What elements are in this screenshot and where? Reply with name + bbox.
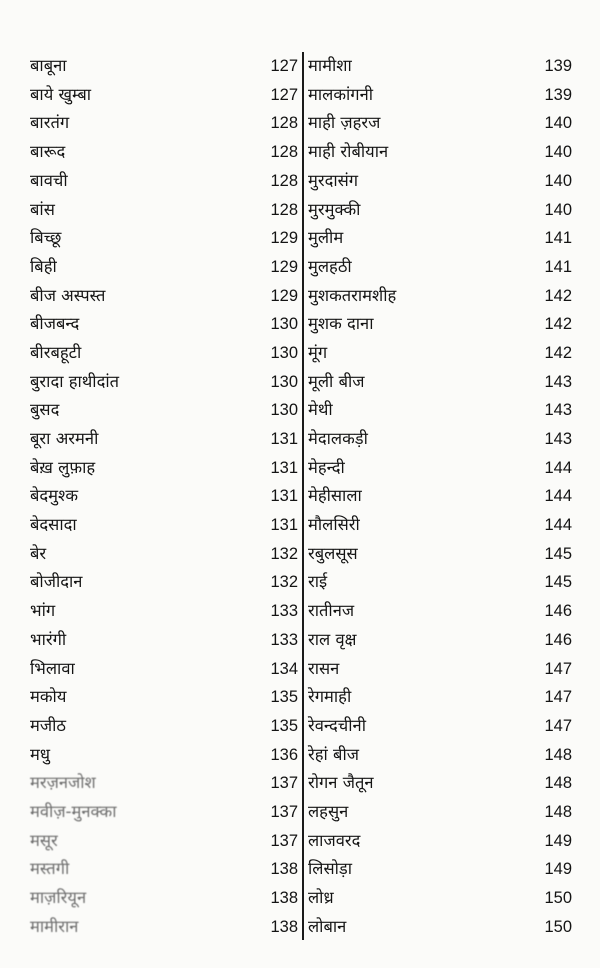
entry-term: रेवन्दचीनी xyxy=(308,715,366,735)
index-entry xyxy=(308,138,572,167)
entry-term: मेथी xyxy=(308,400,333,420)
index-entry xyxy=(308,798,572,827)
entry-page-number: 149 xyxy=(544,860,572,879)
entry-term: बीजबन्द xyxy=(30,314,80,334)
entry-term: राल वृक्ष xyxy=(308,629,357,649)
entry-term: रातीनज xyxy=(308,601,355,621)
entry-term: बाबूना xyxy=(30,56,67,76)
entry-term: बोजीदान xyxy=(30,572,83,592)
entry-term: मजीठ xyxy=(30,715,66,735)
entry-term: मामीशा xyxy=(308,56,352,76)
entry-page-number: 130 xyxy=(270,401,298,420)
index-entry xyxy=(30,482,298,511)
index-entry xyxy=(30,454,298,483)
index-entry xyxy=(308,195,572,224)
index-entry xyxy=(308,167,572,196)
entry-page-number: 144 xyxy=(544,458,572,477)
entry-page-number: 127 xyxy=(270,85,298,104)
entry-term: बीरबहूटी xyxy=(30,342,82,362)
index-entry xyxy=(308,482,572,511)
entry-page-number: 128 xyxy=(270,143,298,162)
entry-term: मुशक दाना xyxy=(308,314,374,334)
index-entry xyxy=(30,425,298,454)
entry-term: माही ज़हरज xyxy=(308,113,381,133)
entry-page-number: 140 xyxy=(544,114,572,133)
entry-page-number: 138 xyxy=(270,889,298,908)
index-entry xyxy=(30,626,298,655)
index-entry xyxy=(308,568,572,597)
entry-page-number: 147 xyxy=(544,688,572,707)
index-entry xyxy=(308,654,572,683)
entry-page-number: 144 xyxy=(544,487,572,506)
index-entry xyxy=(308,769,572,798)
entry-page-number: 145 xyxy=(544,544,572,563)
entry-term: माही रोबीयान xyxy=(308,142,389,162)
entry-page-number: 129 xyxy=(270,286,298,305)
entry-page-number: 137 xyxy=(270,831,298,850)
entry-term: मेहीसाला xyxy=(308,486,362,506)
entry-term: मामीरान xyxy=(30,916,79,936)
entry-term: मूली बीज xyxy=(308,371,365,391)
index-entry xyxy=(308,396,572,425)
entry-page-number: 129 xyxy=(270,229,298,248)
entry-term: मालकांगनी xyxy=(308,84,373,104)
entry-page-number: 147 xyxy=(544,716,572,735)
index-entry xyxy=(308,597,572,626)
index-entry xyxy=(308,253,572,282)
index-entry xyxy=(308,884,572,913)
entry-term: मुशकतरामशीह xyxy=(308,285,397,305)
index-entry xyxy=(308,81,572,110)
entry-page-number: 128 xyxy=(270,200,298,219)
entry-term: मेहन्दी xyxy=(308,457,345,477)
entry-page-number: 129 xyxy=(270,257,298,276)
entry-term: मूंग xyxy=(308,342,328,362)
entry-page-number: 148 xyxy=(544,745,572,764)
entry-term: बिही xyxy=(30,256,57,276)
entry-term: बारूद xyxy=(30,142,66,162)
entry-term: बीज अस्पस्त xyxy=(30,285,106,305)
entry-term: रोगन जैतून xyxy=(308,773,374,793)
index-entry xyxy=(30,195,298,224)
index-entry xyxy=(308,282,572,311)
index-entry xyxy=(30,798,298,827)
index-entry xyxy=(30,339,298,368)
entry-term: बूरा अरमनी xyxy=(30,429,99,449)
entry-page-number: 140 xyxy=(544,200,572,219)
entry-page-number: 128 xyxy=(270,171,298,190)
index-entry xyxy=(308,683,572,712)
index-entry xyxy=(30,540,298,569)
index-entry xyxy=(30,712,298,741)
entry-page-number: 135 xyxy=(270,688,298,707)
index-entry xyxy=(308,310,572,339)
entry-page-number: 130 xyxy=(270,315,298,334)
entry-page-number: 143 xyxy=(544,430,572,449)
index-entry xyxy=(30,52,298,81)
entry-page-number: 128 xyxy=(270,114,298,133)
entry-page-number: 142 xyxy=(544,286,572,305)
entry-term: मुरदासंग xyxy=(308,170,359,190)
entry-term: मधु xyxy=(30,744,51,764)
entry-page-number: 138 xyxy=(270,860,298,879)
entry-page-number: 135 xyxy=(270,716,298,735)
entry-page-number: 143 xyxy=(544,401,572,420)
entry-term: मुलहठी xyxy=(308,256,352,276)
entry-page-number: 148 xyxy=(544,802,572,821)
entry-page-number: 149 xyxy=(544,831,572,850)
entry-term: मरज़नजोश xyxy=(30,773,96,793)
entry-term: मसूर xyxy=(30,830,58,850)
index-entry xyxy=(308,454,572,483)
entry-term: बुसद xyxy=(30,400,60,420)
entry-page-number: 146 xyxy=(544,602,572,621)
index-entry xyxy=(308,425,572,454)
entry-page-number: 139 xyxy=(544,57,572,76)
entry-page-number: 133 xyxy=(270,602,298,621)
entry-term: लाजवरद xyxy=(308,830,361,850)
entry-page-number: 131 xyxy=(270,487,298,506)
index-entry xyxy=(30,368,298,397)
entry-page-number: 142 xyxy=(544,315,572,334)
index-entry xyxy=(308,52,572,81)
entry-term: मुरमुक्की xyxy=(308,199,361,219)
entry-page-number: 131 xyxy=(270,458,298,477)
index-entry xyxy=(30,884,298,913)
index-entry xyxy=(308,224,572,253)
entry-page-number: 138 xyxy=(270,917,298,936)
index-entry xyxy=(30,741,298,770)
entry-term: बाये खुम्बा xyxy=(30,84,92,104)
index-entry xyxy=(30,224,298,253)
entry-term: मकोय xyxy=(30,687,67,707)
index-entry xyxy=(30,511,298,540)
entry-page-number: 140 xyxy=(544,171,572,190)
entry-page-number: 136 xyxy=(270,745,298,764)
index-entry xyxy=(30,81,298,110)
entry-term: लोबान xyxy=(308,916,347,936)
index-entry xyxy=(30,282,298,311)
index-entry xyxy=(30,654,298,683)
entry-term: रेगमाही xyxy=(308,687,352,707)
index-entry xyxy=(30,683,298,712)
entry-term: लिसोड़ा xyxy=(308,859,352,879)
entry-page-number: 132 xyxy=(270,544,298,563)
entry-page-number: 148 xyxy=(544,774,572,793)
entry-page-number: 130 xyxy=(270,372,298,391)
entry-page-number: 133 xyxy=(270,630,298,649)
entry-term: बुरादा हाथीदांत xyxy=(30,371,120,391)
entry-term: मेदालकड़ी xyxy=(308,429,368,449)
entry-page-number: 131 xyxy=(270,516,298,535)
index-entry xyxy=(30,769,298,798)
entry-term: बेदमुश्क xyxy=(30,486,78,506)
entry-page-number: 137 xyxy=(270,802,298,821)
entry-term: लहसुन xyxy=(308,801,349,821)
entry-term: भांग xyxy=(30,601,56,621)
entry-term: रासन xyxy=(308,658,340,678)
entry-term: मुलीम xyxy=(308,228,344,248)
entry-page-number: 139 xyxy=(544,85,572,104)
entry-page-number: 127 xyxy=(270,57,298,76)
entry-term: बेख़ लुफ़ाह xyxy=(30,457,96,477)
index-entry xyxy=(308,741,572,770)
entry-page-number: 147 xyxy=(544,659,572,678)
index-entry xyxy=(30,568,298,597)
entry-term: बिच्छू xyxy=(30,228,62,248)
index-entry xyxy=(308,626,572,655)
index-entry xyxy=(308,855,572,884)
index-entry xyxy=(30,827,298,856)
entry-page-number: 142 xyxy=(544,343,572,362)
entry-term: मवीज़-मुनक्का xyxy=(30,801,117,821)
index-entry xyxy=(30,167,298,196)
entry-page-number: 131 xyxy=(270,430,298,449)
index-entry xyxy=(308,540,572,569)
index-entry xyxy=(30,855,298,884)
entry-page-number: 134 xyxy=(270,659,298,678)
entry-page-number: 146 xyxy=(544,630,572,649)
entry-page-number: 144 xyxy=(544,516,572,535)
entry-term: बारतंग xyxy=(30,113,70,133)
entry-term: माज़रियून xyxy=(30,888,87,908)
index-entry xyxy=(308,511,572,540)
index-entry xyxy=(308,339,572,368)
index-entry xyxy=(30,396,298,425)
index-column-left xyxy=(30,52,298,941)
entry-page-number: 150 xyxy=(544,889,572,908)
entry-term: राई xyxy=(308,572,328,592)
index-entry xyxy=(30,138,298,167)
entry-page-number: 143 xyxy=(544,372,572,391)
entry-page-number: 137 xyxy=(270,774,298,793)
entry-page-number: 141 xyxy=(544,229,572,248)
entry-term: रबुलसूस xyxy=(308,543,358,563)
column-divider xyxy=(302,52,304,940)
entry-term: मस्तगी xyxy=(30,859,70,879)
entry-term: बेदसादा xyxy=(30,515,77,535)
entry-page-number: 145 xyxy=(544,573,572,592)
entry-page-number: 132 xyxy=(270,573,298,592)
index-entry xyxy=(30,597,298,626)
index-entry xyxy=(308,913,572,942)
index-entry xyxy=(308,827,572,856)
entry-term: भारंगी xyxy=(30,629,67,649)
entry-term: बावची xyxy=(30,170,68,190)
entry-page-number: 130 xyxy=(270,343,298,362)
index-entry xyxy=(30,253,298,282)
index-entry xyxy=(30,310,298,339)
index-entry xyxy=(30,913,298,942)
entry-term: बांस xyxy=(30,199,55,219)
index-entry xyxy=(308,368,572,397)
index-entry xyxy=(30,109,298,138)
index-column-right xyxy=(308,52,572,941)
entry-term: बेर xyxy=(30,543,47,563)
entry-term: लोध्र xyxy=(308,888,334,908)
entry-page-number: 141 xyxy=(544,257,572,276)
entry-page-number: 150 xyxy=(544,917,572,936)
entry-term: भिलावा xyxy=(30,658,75,678)
index-entry xyxy=(308,712,572,741)
index-entry xyxy=(308,109,572,138)
entry-page-number: 140 xyxy=(544,143,572,162)
entry-term: मौलसिरी xyxy=(308,515,360,535)
entry-term: रेहां बीज xyxy=(308,744,359,764)
